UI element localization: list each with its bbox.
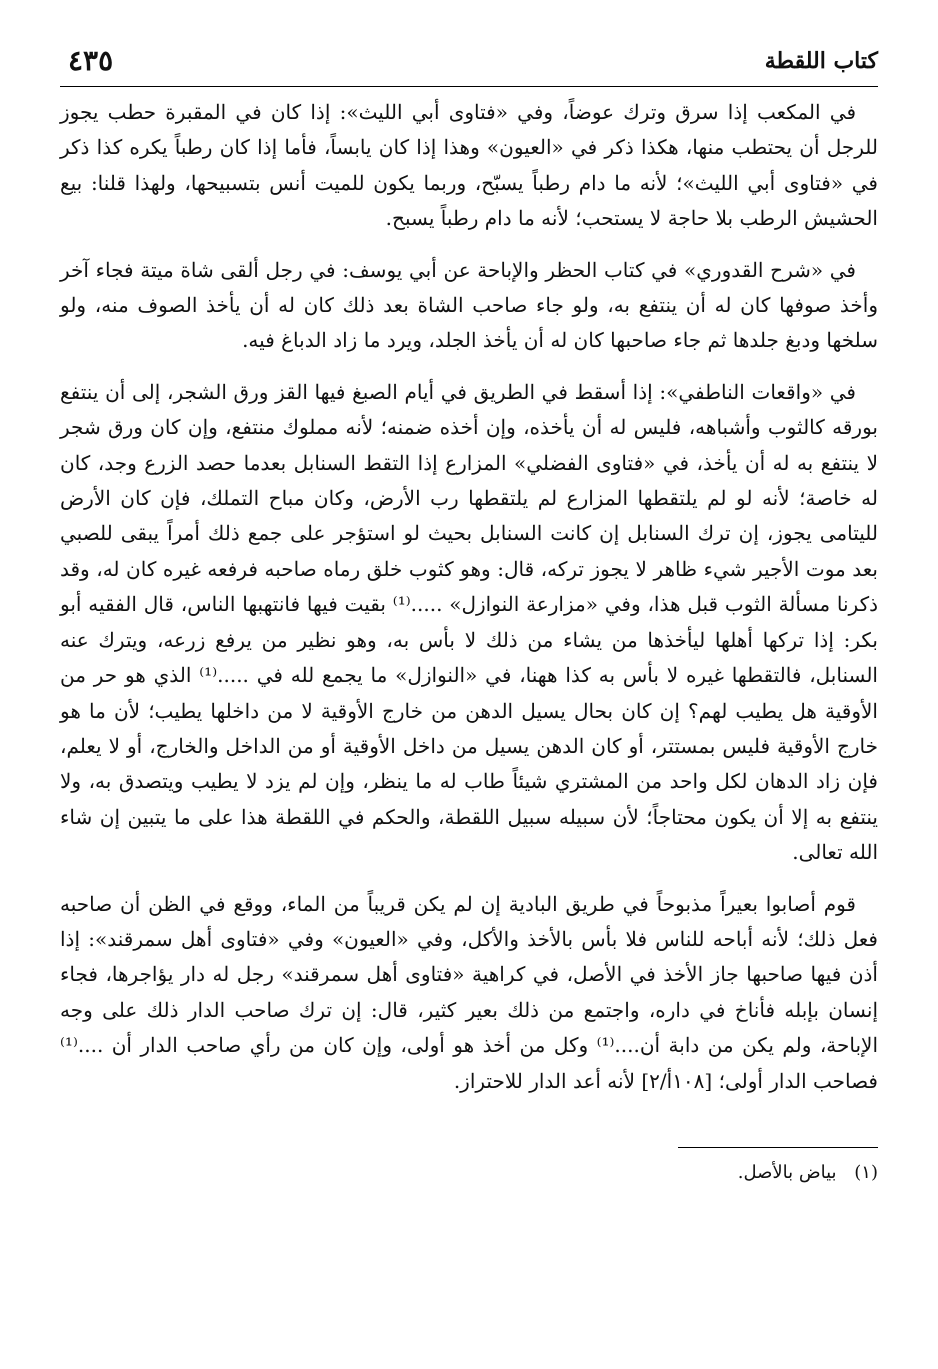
footnote [60, 1158, 878, 1188]
main-text [60, 95, 878, 1099]
footnote-separator [678, 1147, 878, 1148]
page-number: ٤٣٥ [68, 44, 114, 77]
running-title: كتاب اللقطة [764, 48, 878, 74]
paragraph-4: قوم أصابوا بعيراً مذبوحاً في طريق البادية إن لم يكن قريباً من الماء، ووقع في الظن أن صاحبه فعل ذلك؛ لأنه أباحه للناس فلا بأس بالأخذ والأكل، وفي «العيون» وفي «فتاوى أهل سمرقند»: إذا أذن فيها صاحبها جاز الأخذ في الأصل، في كراهية «فتاوى أهل سمرقند» رجل له دار يؤاجرها، فجاء إنسان بإبله فأناخ في داره، واجتمع من ذلك بعير كثير، قال: إن ترك صاحب الدار ذلك على وجه الإباحة، ولم يكن من دابة أن....⁽¹⁾ وكل من أخذ هو أولى، وإن كان من رأي صاحب الدار أن ....⁽¹⁾ فصاحب الدار أولى؛ [١٠٨أ/٢] لأنه أعد الدار للاحتراز. [60, 891, 879, 1093]
paragraph-2: في «شرح القدوري» في كتاب الحظر والإباحة عن أبي يوسف: في رجل ألقى شاة ميتة فجاء آخر وأخذ صوفها كان له أن ينتفع به، ولو جاء صاحب الشاة بعد ذلك كان له أن يأخذ الصوف منه، ولو سلخها ودبغ جلدها ثم جاء صاحبها كان له أن يأخذ الجلد، ويرد ما زاد الدباغ فيه. [60, 257, 878, 353]
document-page [60, 40, 878, 1340]
page-header [60, 40, 878, 87]
footnote-number: (١) [854, 1161, 878, 1183]
paragraph-1: في المكعب إذا سرق وترك عوضاً، وفي «فتاوى أبي الليث»: إذا كان في المقبرة حطب يجوز للرجل أن يحتطب منها، هكذا ذكر في «العيون» وهذا إذا كان يابساً، فأما إذا كان رطباً يكره كذا ذكر في «فتاوى أبي الليث»؛ لأنه ما دام رطباً يسبّح، وربما يكون للميت أنس بتسبيحها، ولهذا قلنا: بيع الحشيش الرطب بلا حاجة لا يستحب؛ لأنه ما دام رطباً يسبح. [60, 100, 878, 231]
footnote-text: بياض بالأصل. [737, 1161, 837, 1183]
paragraph-3: في «واقعات الناطفي»: إذا أسقط في الطريق في أيام الصبغ فيها القز ورق الشجر، إلى أن ينتفع بورقه كالثوب وأشباهه، فليس له أن يأخذه، وإن أخذه ضمنه؛ لأنه مملوك منتفع، وإن كان ورق شجر لا ينتفع به له أن يأخذ، في «فتاوى الفضلي» المزارع إذا التقط السنابل بعدما حصد الزرع وجد، كان له خاصة؛ لأنه لو لم يلتقطها المزارع لم يلتقطها رب الأرض، وكان مباح التملك، فإن كان الأرض لليتامى يجوز، إن ترك السنابل إن كانت السنابل بحيث لو استؤجر على جمع ذلك أمراً يبقى للصبي بعد موت الأجير شيء ظاهر لا يجوز تركه، قال: وهو كثوب خلق رماه صاحبه فرفعه غيره كان له، وقد ذكرنا مسألة الثوب قبل هذا، وفي «مزارعة النوازل» .....⁽¹⁾ بقيت فيها فانتهبها الناس، قال الفقيه أبو بكر: إذا تركها أهلها ليأخذها من يشاء من ذلك لا بأس به، وهو نظير من يرفع زرعه، ويترك عنه السنابل، فالتقطها غيره لا بأس به كذا ههنا، في «النوازل» ما يجمع لله في .....⁽¹⁾ الذي هو حر من الأوقية هل يطيب لهم؟ إن كان بحال يسيل الدهن من خارج الأوقية لا من داخلها يطيب؛ لأن ما هو خارج الأوقية فليس بمستتر، أو كان الدهن يسيل من داخل الأوقية أو من الداخل والخارج، أو لا يعلم، فإن زاد الدهان لكل واحد من المشتري شيئاً طاب له ما ينظر، وإن لم يزد لا يطيب ويتصدق به، ولا ينتفع به إلا أن يكون محتاجاً؛ لأن سبيله سبيل اللقطة، والحكم في اللقطة هذا على ما يتبين إن شاء الله تعالى. [60, 379, 878, 865]
